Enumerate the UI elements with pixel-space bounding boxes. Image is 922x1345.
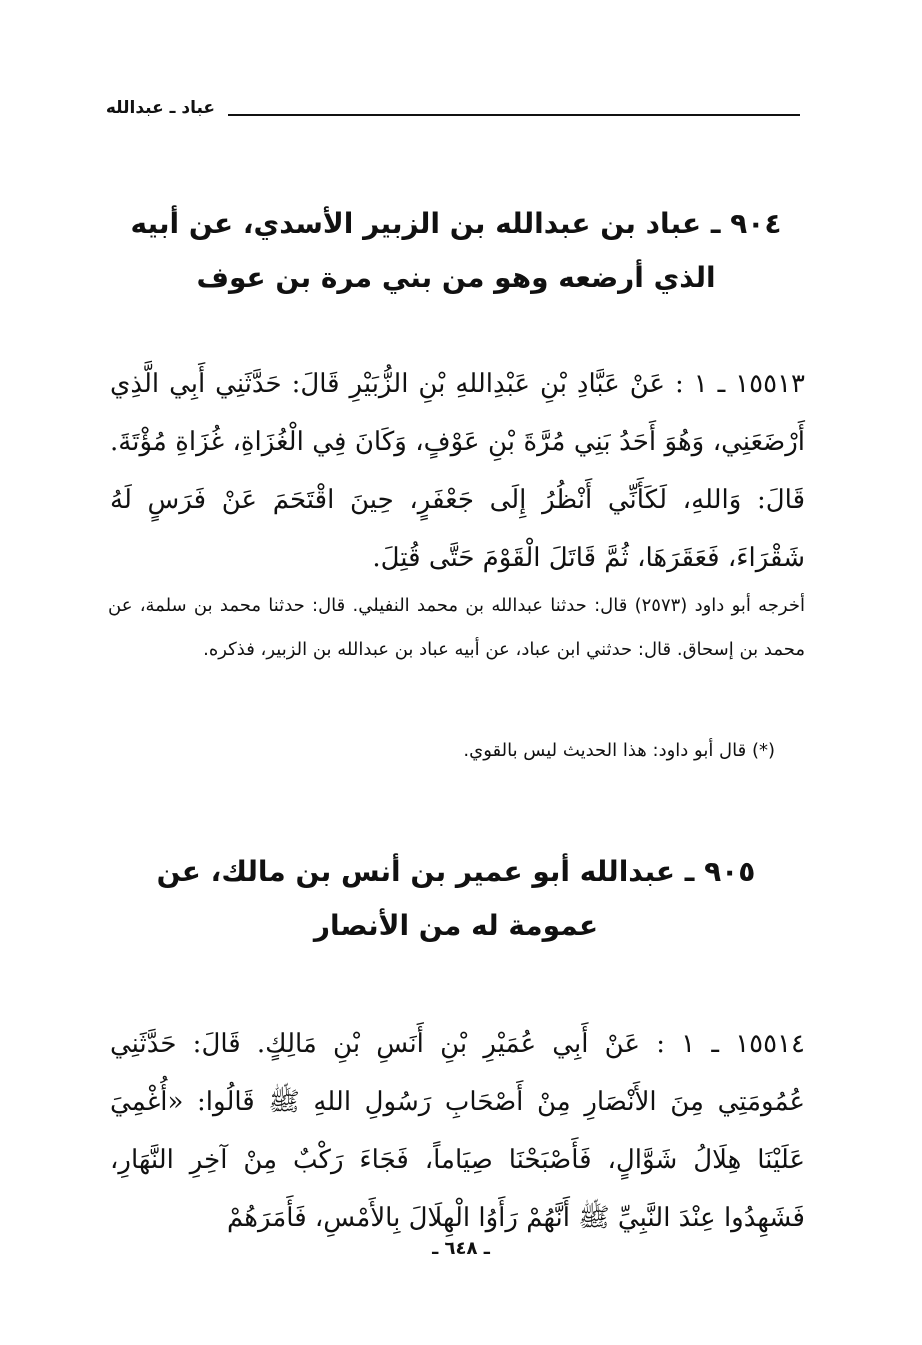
running-header — [105, 98, 800, 128]
page-number: ـ ٦٤٨ ـ — [432, 1238, 490, 1259]
running-header-title: عباد ـ عبدالله — [105, 98, 215, 118]
hadith-number: ١٥٥١٤ ـ ١ : — [656, 1029, 806, 1059]
takhrij-904: أخرجه أبو داود (٢٥٧٣) قال: حدثنا عبدالله بن محمد النفيلي. قال: حدثنا محمد بن سلمة، عن محمد بن إسحاق. قال: حدثني ابن عباد، عن أبيه عباد بن عبدالله بن الزبير، فذكره. — [108, 595, 805, 660]
hadith-text: عَنْ عَبَّادِ بْنِ عَبْدِاللهِ بْنِ الزُّبَيْرِ قَالَ: حَدَّثَنِي أَبِي الَّذِي أَرْضَعَنِي، وَهُوَ أَحَدُ بَنِي مُرَّةَ بْنِ عَوْفٍ، وَكَانَ فِي الْغُزَاةِ، غُزَاةِ مُؤْتَةَ. قَالَ: وَاللهِ، لَكَأَنِّي أَنْظُرُ إِلَى جَعْفَرٍ، حِينَ اقْتَحَمَ عَنْ فَرَسٍ لَهُ شَقْرَاءَ، فَعَقَرَهَا، ثُمَّ قَاتَلَ الْقَوْمَ حَتَّى قُتِلَ. — [110, 369, 805, 573]
header-rule — [228, 114, 800, 116]
hadith-number: ١٥٥١٣ ـ ١ : — [675, 369, 805, 399]
note-904: (*) قال أبو داود: هذا الحديث ليس بالقوي. — [463, 740, 775, 761]
hadith-15513 — [110, 355, 805, 587]
section-title-905: ٩٠٥ ـ عبدالله أبو عمير بن أنس بن مالك، عن عمومة له من الأنصار — [156, 855, 756, 942]
hadith-text: عَنْ أَبِي عُمَيْرِ بْنِ أَنَسِ بْنِ مَالِكٍ. قَالَ: حَدَّثَنِي عُمُومَتِي مِنَ الأَنْصَارِ مِنْ أَصْحَابِ رَسُولِ اللهِ ﷺ قَالُوا: «أُغْمِيَ عَلَيْنَا هِلَالُ شَوَّالٍ، فَأَصْبَحْنَا صِيَاماً، فَجَاءَ رَكْبٌ مِنْ آخِرِ النَّهَارِ، فَشَهِدُوا عِنْدَ النَّبِيِّ ﷺ أَنَّهُمْ رَأَوُا الْهِلَالَ بِالأَمْسِ، فَأَمَرَهُمْ — [110, 1029, 805, 1233]
section-title-904: ٩٠٤ ـ عباد بن عبدالله بن الزبير الأسدي، عن أبيه الذي أرضعه وهو من بني مرة بن عوف — [130, 207, 782, 294]
hadith-15514 — [110, 1015, 805, 1247]
